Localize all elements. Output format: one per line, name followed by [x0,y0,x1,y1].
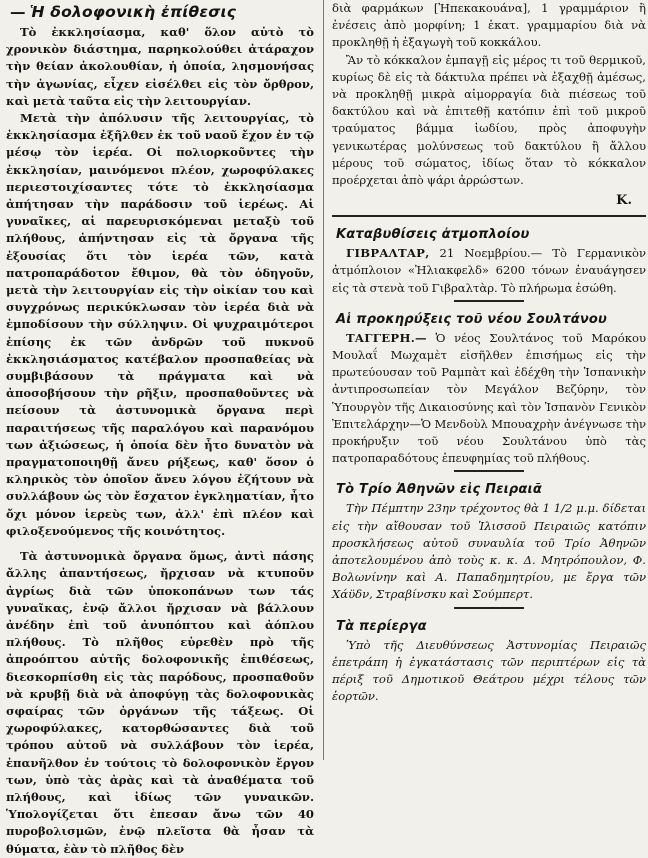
left-column [0,0,320,856]
story-4-headline: Τὰ περίεργα [336,618,427,634]
article-paragraph-1: Τὸ ἐκκλησίασμα, καθ' ὅλον αὐτὸ τὸ χρονικὸν διάστημα, παρηκολούθει ἀτάραχον τὴν θείαν ἀκολουθίαν, ἡ ὁποία, λησμονήσας τὴν ἀγωνίας, εἶχεν εἰσέλθει εἰς τὸν ὄρθρον, καὶ μετὰ ταῦτα εἰς τὴν λειτουργίαν. [6,25,314,108]
story-2-dateline: ΤΑΓΓΕΡΗ.— [346,330,427,345]
story-1-text: 21 Νοεμβρίου.— Τὸ Γερμανικὸν ἀτμόπλοιον «Ἠλιακφελδ» 6200 τόνων ἐναυάγησεν εἰς τὰ στενὰ τοῦ Γιβραλτὰρ. Τὸ πλήρωμα ἐσώθη. [332,246,646,295]
article-paragraph-3: Τὰ ἀστυνομικὰ ὄργανα ὅμως, ἀντὶ πάσης ἄλλης ἀπαντήσεως, ἤρχισαν νὰ κτυποῦν ἀγρίως διὰ τῶν ὑποκοπάνων των τάς γυναῖκας, ἐνῷ ἄλλοι ἤρχισαν νὰ βάλλουν ἀνέδην ἐπὶ τοῦ ἀνυπόπτου καὶ ἀόπλου πλήθους. Τὸ πλῆθος εὑρεθὲν πρὸ τῆς ἀπροόπτου αὐτῆς δολοφονικῆς ἐπιθέσεως, διεσκορπίσθη εἰς τὰς παρόδους, προσπαθοῦν νὰ κρυβῇ διὰ νὰ ἀποφύγῃ τὰς δολοφονικὰς σφαίρας τῶν ὀργάνων τῆς τάξεως. Οἱ χωροφύλακες, κατορθώσαντες διὰ τοῦ τρόπου αὐτοῦ νὰ συλλάβουν τὸν ἱερέα, ἐπανῆλθον ἐν τούτοις τὸ δολοφονικὸν ἔργον των, ὑπὸ τὰς ἀρὰς καὶ τὰ ἀναθέματα τοῦ πλήθους, καὶ ἰδίως τῶν γυναικῶν. Ὑπολογίζεται ὅτι ἐπεσαν ἄνω τῶν 40 πυροβολισμῶν, ἐνῷ πλεῖστα θὰ ἦσαν τὰ θύματα, ἐὰν τὸ πλῆθος δὲν [6,549,314,856]
right-column [328,0,648,760]
headline-text: Ἡ δολοφονικὴ ἐπίθεσις [29,3,237,21]
section-rule [332,215,646,217]
short-rule [454,470,524,472]
short-rule [454,607,524,609]
story-2-headline: Αἱ προκηρύξεις τοῦ νέου Σουλτάνου [336,311,608,327]
short-rule [454,300,524,302]
story-2-body [332,330,646,468]
article-headline: — Ἡ δολοφονικὴ ἐπίθεσις [10,3,237,21]
story-4-body: Ὑπὸ τῆς Διευθύνσεως Ἀστυνομίας Πειραιῶς ἐπετράπη ἡ ἐγκατάστασις τῶν περιπτέρων εἰς τὰ πέριξ τοῦ Δημοτικοῦ Θεάτρου μέχρι τέλους τῶν ἑορτῶν. [332,637,646,704]
author-signature: Κ. [616,193,632,209]
story-3-headline: Τὸ Τρίο Ἀθηνῶν εἰς Πειραιᾶ [336,482,542,498]
column-divider [323,0,324,760]
story-2-text: Ὁ νέος Σουλτάνος τοῦ Μαρόκου Μουλαΐ Μωχαμὲτ εἰσῆλθεν ἐπισήμως εἰς τὴν πρωτεύουσαν τοῦ Ραμπὰτ καὶ ἐδέχθη τὴν Ἰσπανικὴν ἀντιπροσωπείαν τὸν Μεγάλον Βεζύρην, τὸν Ὑπουργὸν τῆς Δικαιοσύνης καὶ τὸν Ἰσπανὸν Γενικὸν Ἐπιτελάρχην—Ὁ Μενδοὺλ Μπουαχρὴν ἀνέγνωσε τὴν προκήρυξιν τοῦ νέου Σουλτάνου ὑπὸ τὰς πατροπαραδότους ἐπευφημίας τοῦ πλήθους. [332,330,646,466]
article-paragraph-2: Μετὰ τὴν ἀπόλυσιν τῆς λειτουργίας, τὸ ἐκκλησίασμα ἐξῆλθεν ἐκ τοῦ ναοῦ ἔχον ἐν τῷ μέσῳ τὸν ἱερέα. Οἱ πολιορκοῦντες τὴν ἐκκλησίαν, μαινόμενοι πλέον, χωροφύλακες περιεστοιχίσαντες τότε τὸ ἐκκλησίασμα ἀπήτησαν τὴν παράδοσιν τοῦ ἱερέως. Αἱ γυναῖκες, αἱ παρευρισκόμεναι μεταξὺ τοῦ πλήθους, ἀπήντησαν εἰς τὰ ὄργανα τῆς ἐξουσίας ὅτι τὸν ἱερέα τῶν, κατὰ πατροπαράδοτον ἔθιμον, θὰ τὸν ὁδηγοῦν, μετὰ τὴν λειτουργίαν εἰς τὴν οἰκίαν του καὶ συγχρόνως περικύκλωσαν τὸν ἱερέα διὰ νὰ ἐμποδίσουν τὴν σύλληψιν. Οἱ ψυχραιμότεροι ἐπίσης ἐκ τῶν ἀνδρῶν τοῦ πυκνοῦ ἐκκλησιάσματος κατέβαλον προσπαθείας νὰ συμβιβάσουν τὰ πράγματα καὶ νὰ ἀποσοβήσουν τὴν ρῆξιν, προσπαθοῦντες νὰ πείσουν τὰ ἀστυνομικὰ ὄργανα περὶ παραιτήσεως τῆς παραλόγου καὶ παρανόμου των ἀξιώσεως, ἡ ὁποία δὲν ἦτο δυνατὸν νὰ πραγματοποιηθῇ ἄνευ ρήξεως, καθ' ὅσον ὁ κληρικὸς τὸν ὁποῖον ἄνευ λόγου ἐζήτουν νὰ συλλάβουν ὡς τὸν ἔσχατον ἐγκληματίαν, ἦτο ὄχι μόνον ἱερεὺς των, ἀλλ' ἐπὶ πλέον καὶ φιλοξενούμενος τῆς κοινότητος. [6,111,314,538]
story-1-dateline: ΓΙΒΡΑΛΤΑΡ, [346,246,430,261]
continuation-paragraph-2: Ἂν τὸ κόκκαλον ἐμπαγῇ εἰς μέρος τι τοῦ θερμικοῦ, κυρίως δὲ εἰς τὰ δάκτυλα πρέπει νὰ ἐξαχθῇ ἀμέσως, νὰ προκληθῇ μικρὰ αἱμορραγία διὰ πιέσεως τοῦ δακτύλου καὶ νὰ ἐπιτεθῇ κατόπιν ἐπὶ τοῦ μικροῦ τραύματος βάμμα ἰωδίου, πρὸς ἀποφυγὴν γενικωτέρας μολύνσεως τοῦ δακτύλου ἢ ἄλλου μέρους τοῦ σώματος, ἰδίως ὅταν τὸ κόκκαλον προέρχεται ἀπὸ ψάρι ἀρρώστων. [332,52,646,188]
story-1-body [332,245,646,297]
story-3-body: Τὴν Πέμπτην 23ην τρέχοντος θὰ 1 1/2 μ.μ. δίδεται εἰς τὴν αἴθουσαν τοῦ Ἱλισσοῦ Πειραιῶς κατόπιν προσκλήσεως αὐτοῦ συναυλία τοῦ Τρίο Ἀθηνῶν ἀποτελουμένου ἀπὸ τοὺς κ. κ. Δ. Μητρόπουλον, Φ. Βολωνίνην καὶ Α. Παπαδημητρίου, με ἔργα τῶν Χάϋδν, Στραβίνσκυ καὶ Σούμπερτ. [332,501,646,602]
story-1-headline: Καταβυθίσεις ἀτμοπλοίου [336,227,530,243]
continuation-paragraph-1: διὰ φαρμάκων [Ἠπεκακουάνα], 1 γραμμάριον ἢ ἐνέσεις ἀπὸ μορφίνη; 1 ἑκατ. γραμμαρίου διὰ νὰ προκληθῇ ἡ ἐξαγωγὴ τοῦ κοκκάλου. [332,1,646,50]
